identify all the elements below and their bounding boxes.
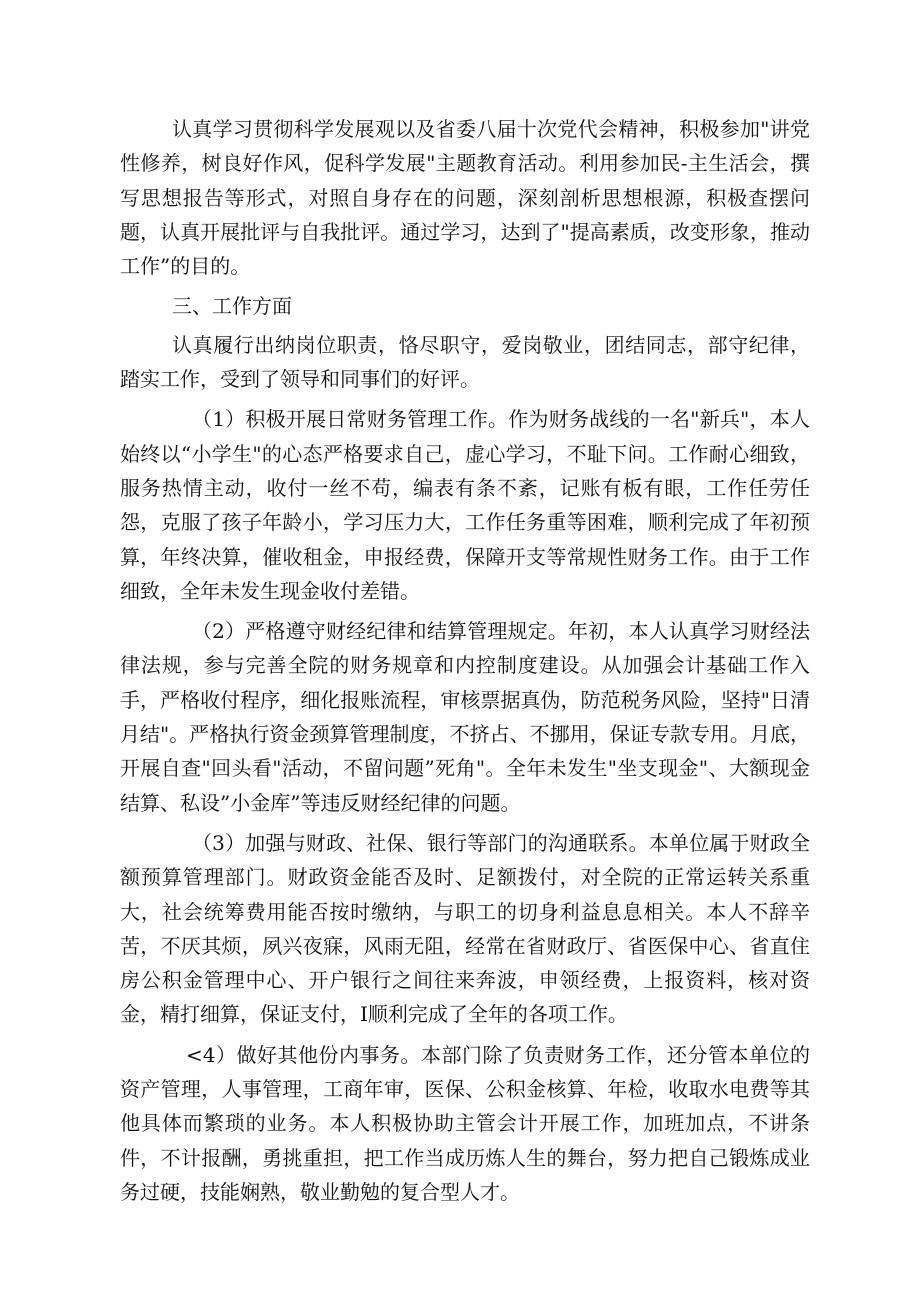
paragraph-item-4: <4）做好其他份内事务。本部门除了负责财务工作，还分管本单位的资产管理，人事管理，工商年审，医保、公积金核算、年检，收取水电费等其他具体而繁琐的业务。本人积极协助主管会计开展工作，加班加点，不讲条件，不计报酬，勇挑重担，把工作当成历炼人生的舞台，努力把自己锻炼成业务过硬，技能娴熟，敬业勤勉的复合型人才。 <box>120 1042 810 1204</box>
paragraph-work-intro: 认真履行出纳岗位职责，恪尽职守，爱岗敬业，团结同志，部守纪律，踏实工作，受到了领导和同事们的好评。 <box>120 332 810 392</box>
paragraph-study: 认真学习贯彻科学发展观以及省委八届十次党代会精神，积极参加"讲党性修养，树良好作风，促科学发展"主题教育活动。利用参加民-主生活会，撰写思想报告等形式，对照自身存在的问题，深刻剖析思想根源，积极查摆问题，认真开展批评与自我批评。通过学习，达到了"提高素质，改变形象，推动工作”的目的。 <box>120 117 810 279</box>
paragraph-item-2: （2）严格遵守财经纪律和结算管理规定。年初，本人认真学习财经法律法规，参与完善全院的财务规章和内控制度建设。从加强会计基础工作入手，严格收付程序，细化报账流程，审核票据真伪，防范税务风险，坚持"日清月结"。严格执行资金颈算管理制度，不挤占、不挪用，保证专款专用。月底，开展自查"回头看"活动，不留问题”死角"。全年未发生"坐支现金"、大额现金结算、私设”小金库”等违反财经纪律的问题。 <box>120 619 810 815</box>
section-heading-work: 三、工作方面 <box>172 294 292 319</box>
document-page <box>120 112 810 1209</box>
paragraph-item-1: （1）积极开展日常财务管理工作。作为财务战线的一名"新兵"，本人始终以“小学生"的心态严格要求自己，虚心学习，不耻下问。工作耐心细致，服务热情主动，收付一丝不苟，编表有条不紊，记账有板有眼，工作任劳任怨，克服了孩子年龄小，学习压力大，工作任务重等困难，顺利完成了年初预算，年终决算，催收租金，申报经费，保障开支等常规性财务工作。由于工作细致，全年未发生现金收付差错。 <box>120 407 810 603</box>
paragraph-item-3: （3）加强与财政、社保、银行等部门的沟通联系。本单位属于财政全额预算管理部门。财政资金能否及时、足额拨付，对全院的正常运转关系重大，社会统筹费用能否按时缴纳，与职工的切身利益息息相关。本人不辞辛苦，不厌其烦，夙兴夜寐，风雨无阻，经常在省财政厅、省医保中心、省直住房公积金管理中心、开户银行之间往来奔波，申领经费，上报资料，核对资金，精打细算，保证支付，I顺利完成了全年的各项工作。 <box>120 830 810 1027</box>
